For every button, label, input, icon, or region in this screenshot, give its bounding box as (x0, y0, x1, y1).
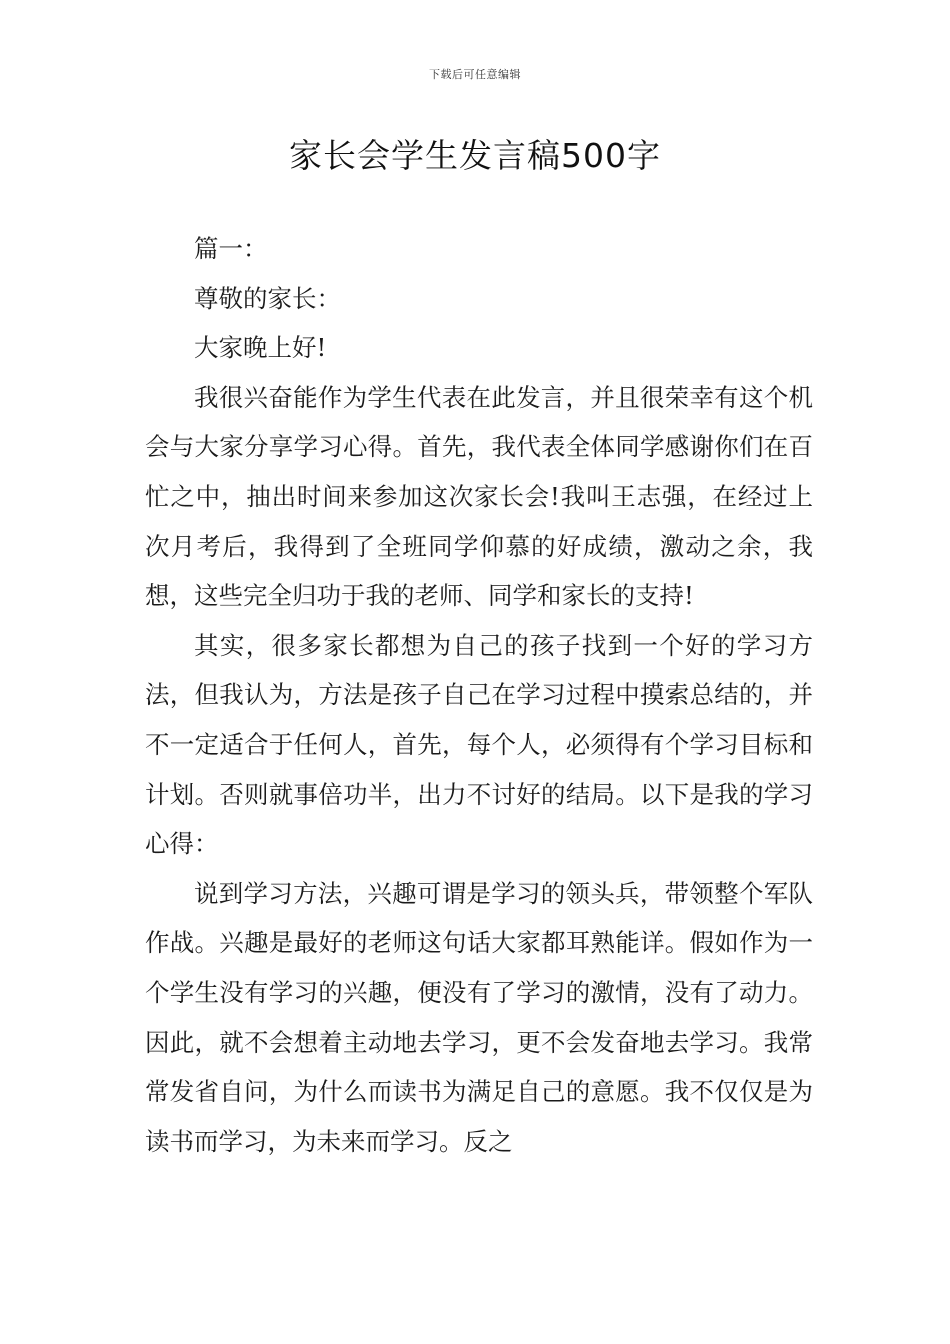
paragraph-introduction: 我很兴奋能作为学生代表在此发言，并且很荣幸有这个机会与大家分享学习心得。首先，我代表全体同学感谢你们在百忙之中，抽出时间来参加这次家长会!我叫王志强，在经过上次月考后，我得到了全班同学仰慕的好成绩，激动之余，我想，这些完全归功于我的老师、同学和家长的支持! (145, 382, 813, 611)
paragraph-salutation: 尊敬的家长： (194, 283, 341, 313)
document-body (145, 224, 813, 1166)
header-note: 下载后可任意编辑 (429, 68, 521, 81)
paragraph-method: 其实，很多家长都想为自己的孩子找到一个好的学习方法，但我认为，方法是孩子自己在学习过程中摸索总结的，并不一定适合于任何人，首先，每个人，必须得有个学习目标和计划。否则就事倍功半，出力不讨好的结局。以下是我的学习心得： (145, 630, 813, 859)
document-title: 家长会学生发言稿500字 (289, 136, 661, 175)
paragraph-interest: 说到学习方法，兴趣可谓是学习的领头兵，带领整个军队作战。兴趣是最好的老师这句话大家都耳熟能详。假如作为一个学生没有学习的兴趣，便没有了学习的激情，没有了动力。因此，就不会想着主动地去学习，更不会发奋地去学习。我常常发省自问，为什么而读书为满足自己的意愿。我不仅仅是为读书而学习，为未来而学习。反之 (145, 878, 813, 1156)
paragraph-greeting: 大家晚上好! (194, 333, 327, 363)
paragraph-section-label: 篇一： (194, 234, 268, 263)
